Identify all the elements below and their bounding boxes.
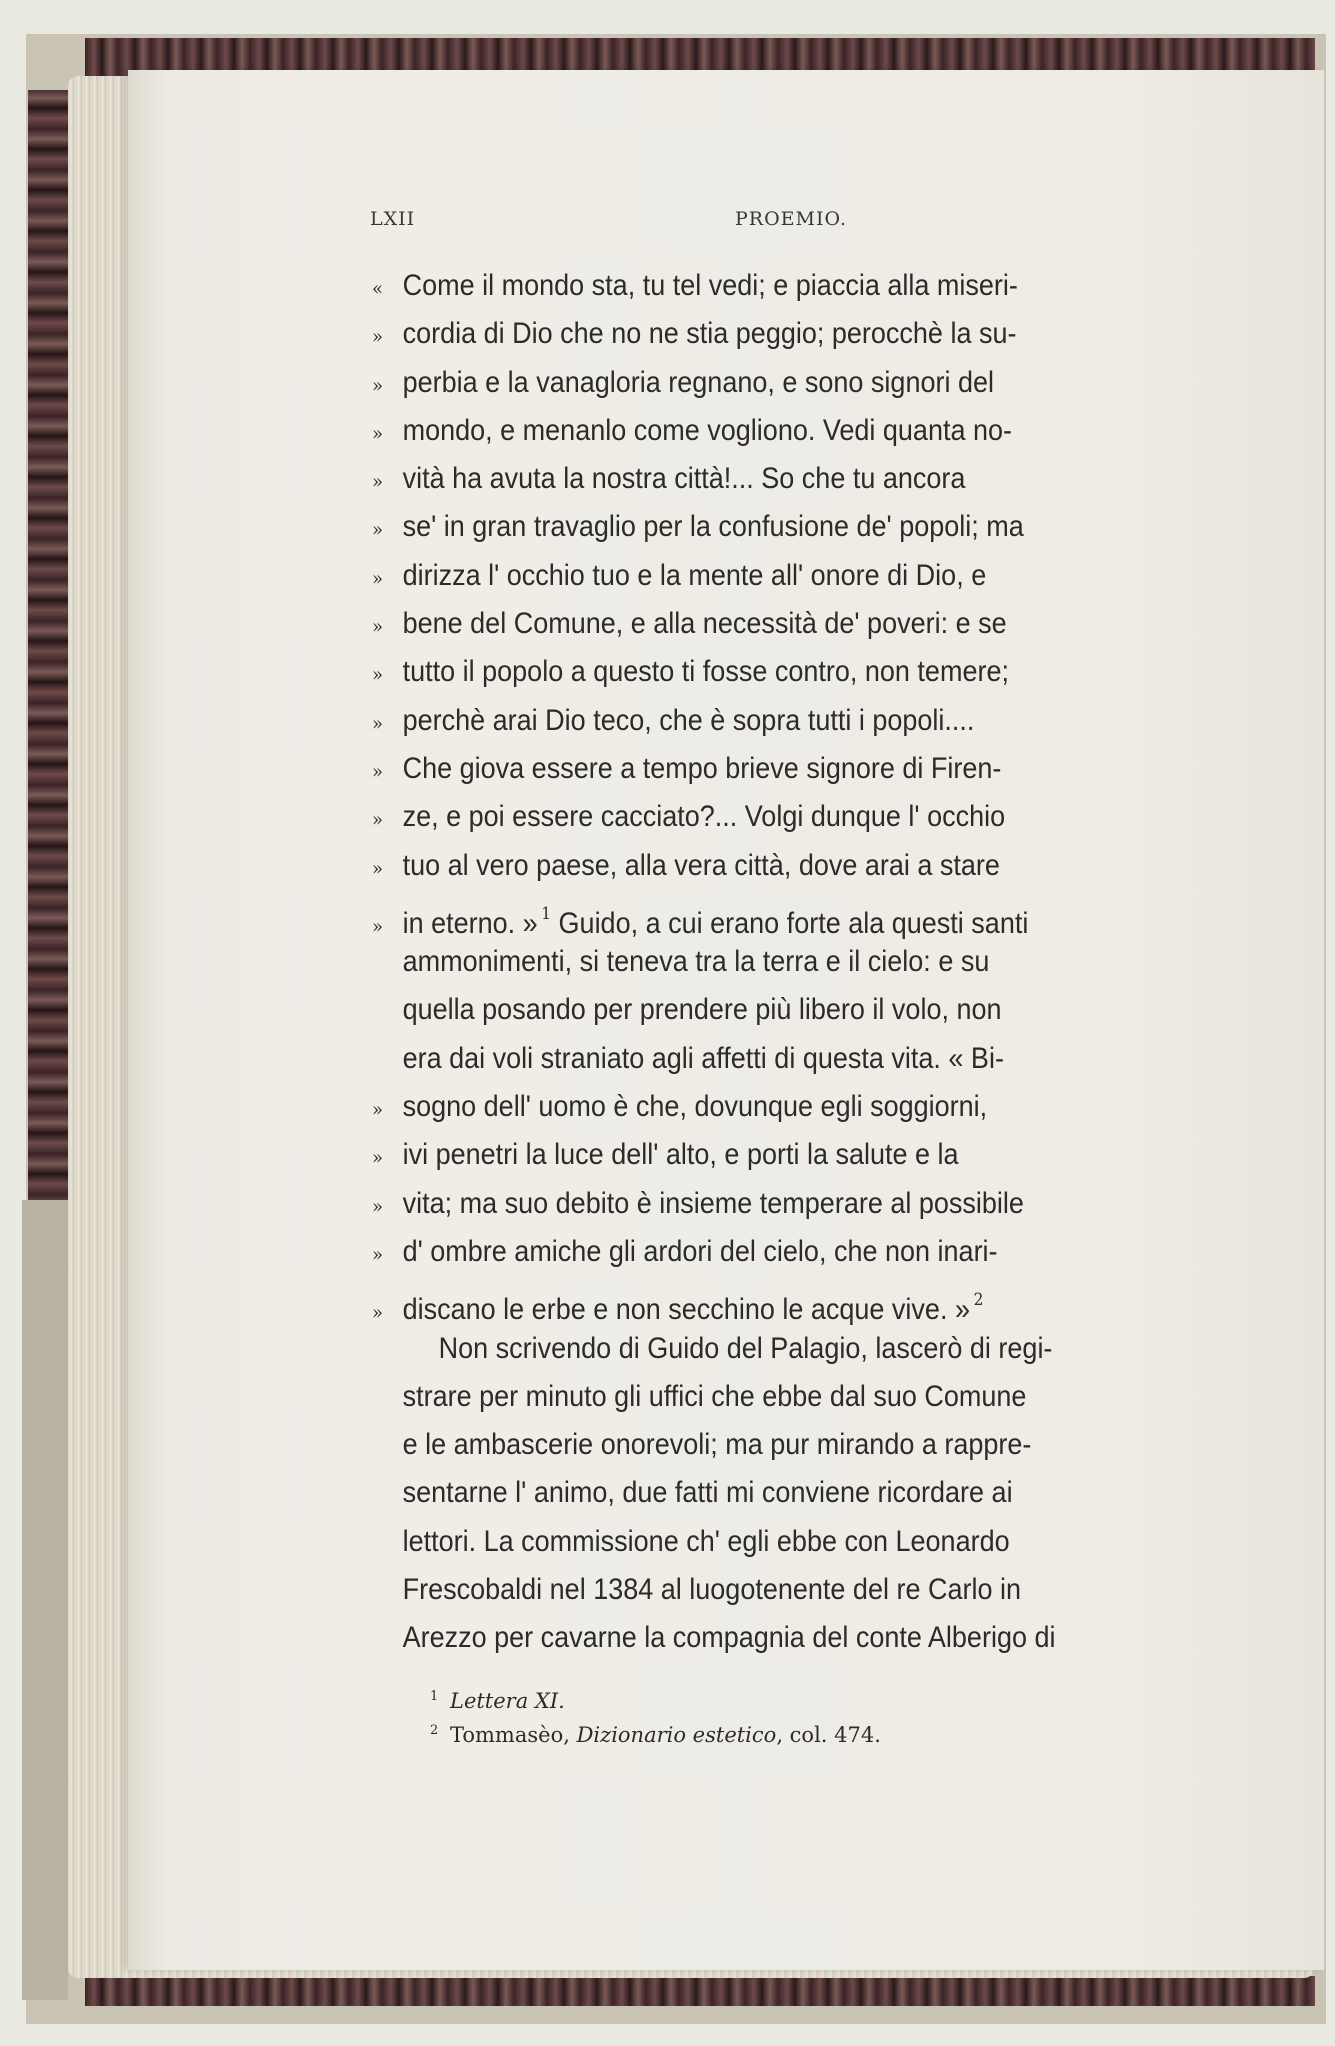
- text-line: [372, 1180, 1139, 1228]
- footnote-work-title: Lettera XI.: [450, 1689, 565, 1713]
- line-text: mondo, e menanlo come vogliono. Vedi quanta no-: [402, 413, 1013, 447]
- line-text: lettori. La commissione ch' egli ebbe con Leonardo: [402, 1524, 1010, 1558]
- footnote-work-title: Dizionario estetico: [576, 1723, 777, 1747]
- text-line: [372, 1131, 1139, 1179]
- text-line: [372, 890, 1139, 938]
- footnote-locator: , col. 474.: [776, 1723, 881, 1747]
- text-line: [372, 1083, 1139, 1131]
- text-line: [372, 745, 1139, 793]
- line-text: vita; ma suo debito è insieme temperare al possibile: [402, 1186, 1024, 1220]
- text-line: [372, 359, 1139, 407]
- text-line: [372, 600, 1139, 648]
- text-line: [372, 407, 1139, 455]
- footnote-author: Tommasèo,: [450, 1723, 577, 1747]
- line-text: Guido, a cui erano forte ala questi santi: [551, 906, 1029, 940]
- footnote-number: 2: [430, 1723, 439, 1738]
- line-text: Come il mondo sta, tu tel vedi; e piaccia alla miseri-: [402, 269, 1018, 302]
- running-header: [370, 208, 1230, 236]
- text-line: [372, 648, 1139, 696]
- text-line: [372, 986, 1139, 1034]
- guillemet-mark: «: [372, 276, 384, 300]
- guillemet-mark: »: [372, 1300, 384, 1325]
- body-text: [372, 262, 1224, 1663]
- running-title: PROEMIO.: [735, 208, 847, 230]
- guillemet-mark: »: [372, 855, 384, 880]
- footnote-ref: 1: [541, 903, 552, 924]
- line-text: e le ambascerie onorevoli; ma pur mirando a rappre-: [402, 1428, 1032, 1462]
- line-text: cordia di Dio che no ne stia peggio; perocchè la su-: [402, 317, 1017, 351]
- line-text: tuo al vero paese, alla vera città, dove arai a stare: [402, 848, 1000, 882]
- line-text: Arezzo per cavarne la compagnia del conte Alberigo di: [402, 1621, 1056, 1655]
- text-line: [372, 1373, 1139, 1421]
- line-text: d' ombre amiche gli ardori del cielo, che non inari-: [402, 1234, 998, 1268]
- line-text: strare per minuto gli uffici che ebbe dal suo Comune: [402, 1379, 1027, 1413]
- guillemet-mark: »: [372, 807, 384, 832]
- guillemet-mark: »: [372, 758, 384, 783]
- line-text: era dai voli straniato agli affetti di questa vita. « Bi-: [402, 1041, 1004, 1075]
- text-line: [372, 1566, 1139, 1614]
- guillemet-mark: »: [372, 1145, 384, 1170]
- line-text: ivi penetri la luce dell' alto, e porti la salute e la: [402, 1138, 959, 1172]
- text-line: [372, 1228, 1139, 1276]
- text-line: [372, 1614, 1139, 1662]
- guillemet-mark: »: [372, 710, 384, 735]
- binding-board: [22, 1200, 68, 2000]
- line-text: se' in gran travaglio per la confusione de' popoli; ma: [402, 510, 1024, 544]
- guillemet-mark: »: [372, 614, 384, 639]
- footnote-ref: 2: [973, 1290, 984, 1311]
- text-line: [372, 503, 1139, 551]
- guillemet-mark: »: [372, 372, 384, 397]
- line-text: perchè arai Dio teco, che è sopra tutti i popoli....: [402, 703, 975, 737]
- line-text: discano le erbe e non secchino le acque vive. »: [402, 1293, 970, 1327]
- guillemet-mark: »: [372, 324, 384, 349]
- line-text: Non scrivendo di Guido del Palagio, lascerò di regi-: [438, 1331, 1053, 1365]
- text-line: [372, 793, 1139, 841]
- text-line: [372, 1035, 1139, 1083]
- line-text: bene del Comune, e alla necessità de' poveri: e se: [402, 607, 1007, 641]
- guillemet-mark: »: [372, 1097, 384, 1122]
- footnotes: [430, 1680, 1130, 1748]
- text-line: [372, 697, 1139, 745]
- line-text: ze, e poi essere cacciato?... Volgi dunque l' occhio: [402, 800, 1006, 834]
- page-number: LXII: [370, 208, 416, 230]
- line-text: Frescobaldi nel 1384 al luogotenente del re Carlo in: [402, 1573, 1022, 1607]
- text-line: [372, 552, 1139, 600]
- line-text: ammonimenti, si teneva tra la terra e il cielo: e su: [402, 945, 990, 979]
- text-line: [372, 1469, 1139, 1517]
- footnote: [430, 1680, 1130, 1714]
- text-line: [372, 310, 1139, 358]
- text-line: [372, 1276, 1139, 1327]
- line-text: dirizza l' occhio tuo e la mente all' onore di Dio, e: [402, 558, 987, 592]
- guillemet-mark: »: [372, 1193, 384, 1218]
- text-line: [372, 262, 1139, 310]
- guillemet-mark: »: [372, 1241, 384, 1266]
- line-text: sogno dell' uomo è che, dovunque egli soggiorni,: [402, 1090, 988, 1124]
- text-line: [372, 1421, 1139, 1469]
- guillemet-mark: »: [372, 469, 384, 494]
- line-text: tutto il popolo a questo ti fosse contro, non temere;: [402, 655, 1009, 689]
- guillemet-mark: »: [372, 662, 384, 687]
- text-line: [372, 455, 1139, 503]
- footnote-number: 1: [430, 1689, 439, 1704]
- line-text: perbia e la vanagloria regnano, e sono signori del: [402, 365, 995, 399]
- line-text: in eterno. »: [402, 906, 538, 940]
- guillemet-mark: »: [372, 517, 384, 542]
- line-text: Che giova essere a tempo brieve signore di Firen-: [402, 751, 1002, 785]
- line-text: vità ha avuta la nostra città!... So che tu ancora: [402, 462, 966, 496]
- line-text: quella posando per prendere più libero il volo, non: [402, 993, 1002, 1027]
- text-line: [372, 842, 1139, 890]
- text-line: [372, 1518, 1139, 1566]
- guillemet-mark: »: [372, 913, 384, 938]
- guillemet-mark: »: [372, 420, 384, 445]
- text-line: [372, 1325, 1139, 1373]
- line-text: sentarne l' animo, due fatti mi conviene ricordare ai: [402, 1476, 1013, 1510]
- guillemet-mark: »: [372, 565, 384, 590]
- binding-edge-bottom: [85, 1976, 1315, 2006]
- footnote: [430, 1714, 1130, 1748]
- text-line: [372, 938, 1139, 986]
